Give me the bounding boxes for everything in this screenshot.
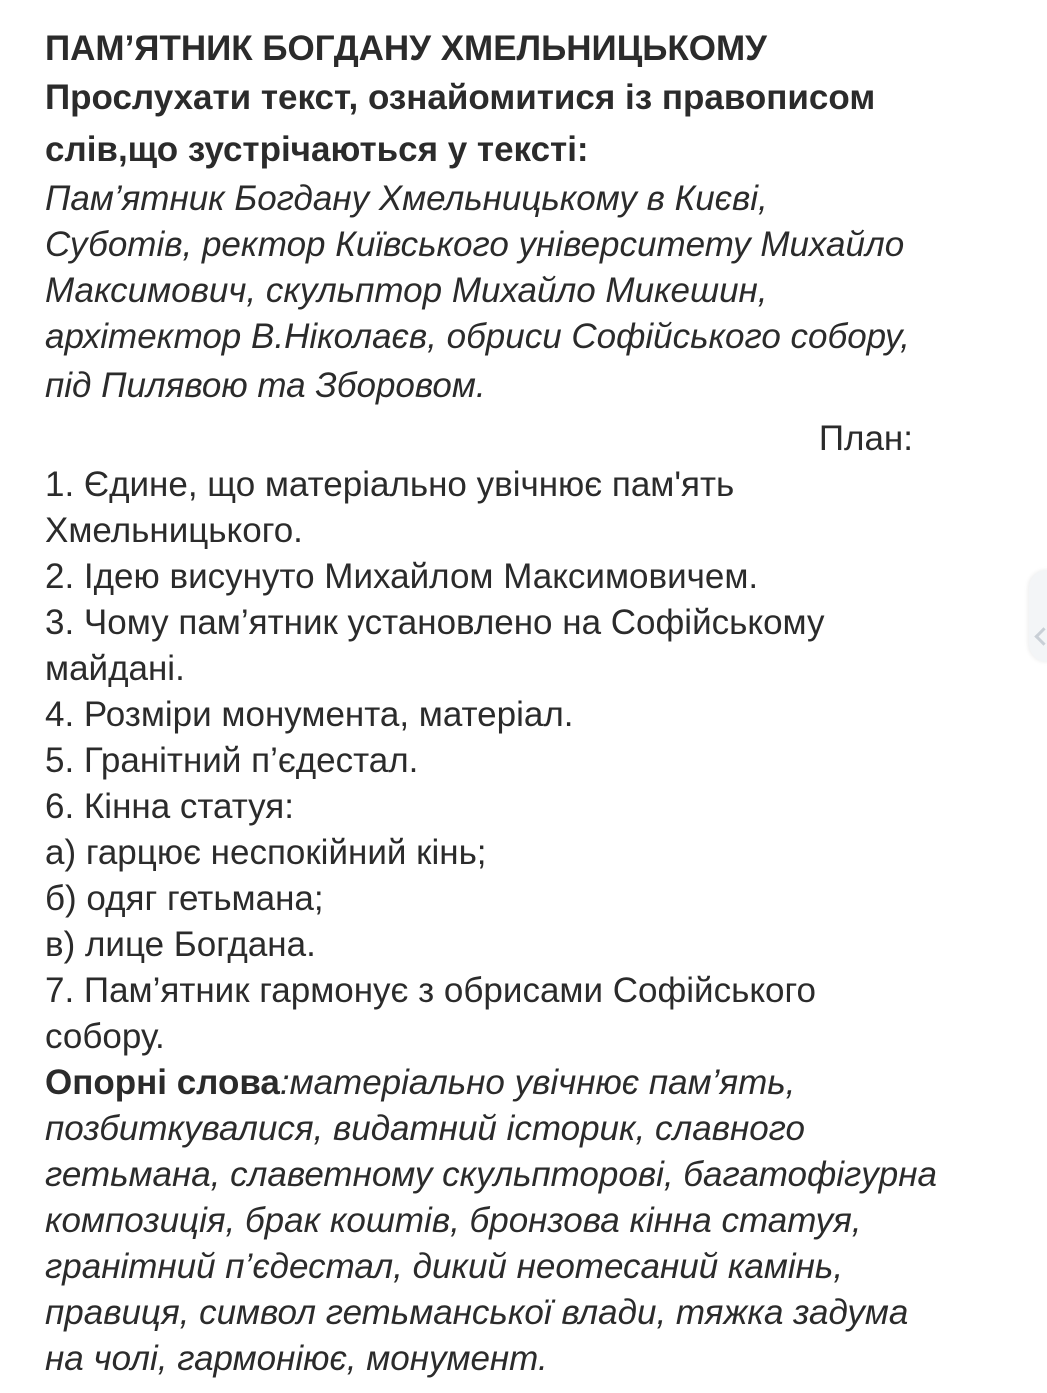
plan-line: в) лице Богдана. [45, 925, 316, 964]
plan-line: собору. [45, 1017, 165, 1056]
plan-line: Хмельницького. [45, 511, 303, 550]
instruction-line-1: Прослухати текст, ознайомитися із правописом [45, 78, 876, 117]
plan-line: 6. Кінна статуя: [45, 787, 294, 826]
words-line-4: архітектор В.Ніколаєв, обриси Софійського собору, [45, 317, 910, 356]
words-line-2: Суботів, ректор Київського університету Михайло [45, 225, 905, 264]
plan-line: б) одяг гетьмана; [45, 879, 324, 918]
side-panel-handle[interactable] [1029, 570, 1047, 662]
keywords-label: Опорні слова [45, 1063, 280, 1102]
chevron-left-icon [1034, 627, 1047, 645]
keywords-first-line [45, 1060, 1035, 1106]
keywords-line: гетьмана, славетному скульпторові, багатофігурна [45, 1155, 937, 1194]
keywords-line: композиція, брак коштів, бронзова кінна статуя, [45, 1201, 862, 1240]
plan-line: 2. Ідею висунуто Михайлом Максимовичем. [45, 557, 759, 596]
plan-title: План: [818, 419, 913, 458]
document-page [45, 26, 1035, 1382]
plan-line: 4. Розміри монумента, матеріал. [45, 695, 574, 734]
document-title: ПАМ’ЯТНИК БОГДАНУ ХМЕЛЬНИЦЬКОМУ [45, 29, 767, 68]
plan-line: 5. Гранітний п’єдестал. [45, 741, 419, 780]
plan-line: 3. Чому пам’ятник установлено на Софійському [45, 603, 825, 642]
plan-line: 7. Пам’ятник гармонує з обрисами Софійського [45, 971, 816, 1010]
instruction-line-2: слів,що зустрічаються у тексті: [45, 130, 589, 169]
keywords-line: гранітний п’єдестал, дикий неотесаний камінь, [45, 1247, 844, 1286]
keywords-line: на чолі, гармоніює, монумент. [45, 1339, 548, 1378]
keywords-line: позбиткувалися, видатний історик, славного [45, 1109, 806, 1148]
words-line-1: Пам’ятник Богдану Хмельницькому в Києві, [45, 179, 768, 218]
words-line-5: під Пилявою та Зборовом. [45, 366, 486, 405]
keywords-section [45, 1060, 1035, 1382]
plan-line: майдані. [45, 649, 185, 688]
keywords-line: правиця, символ гетьманської влади, тяжка задума [45, 1293, 909, 1332]
words-line-3: Максимович, скульптор Михайло Микешин, [45, 271, 768, 310]
keywords-first-text: :матеріально увічнює пам’ять, [279, 1063, 796, 1102]
plan-line: а) гарцює неспокійний кінь; [45, 833, 487, 872]
plan-line: 1. Єдине, що матеріально увічнює пам'ять [45, 465, 735, 504]
